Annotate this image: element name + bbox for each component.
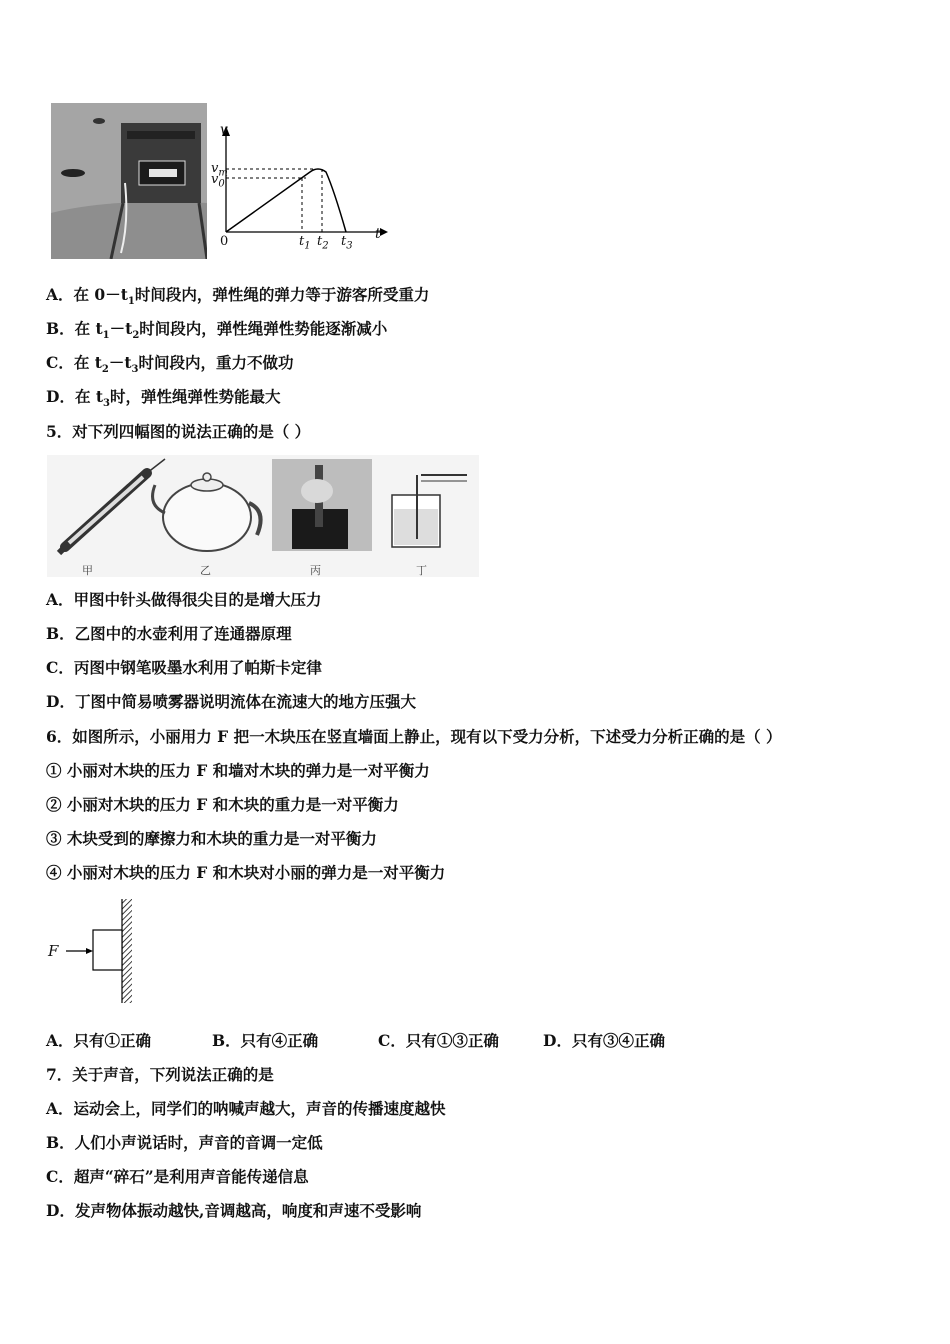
- caption-jia: 甲: [82, 564, 93, 577]
- origin-label: 0: [220, 234, 229, 249]
- caption-ding: 丁: [416, 564, 427, 577]
- q7-option-b: B．人们小声说话时，声音的音调一定低: [46, 1133, 323, 1152]
- q6-statement-3: ③ 木块受到的摩擦力和木块的重力是一对平衡力: [46, 829, 377, 848]
- q5-figure-strip: [47, 455, 479, 577]
- q6-statement-1: ① 小丽对木块的压力 F 和墙对木块的弹力是一对平衡力: [46, 761, 430, 780]
- force-label: F: [48, 942, 59, 960]
- q5-option-a: A．甲图中针头做得很尖目的是增大压力: [46, 590, 322, 609]
- v0-label: $v_0$: [211, 172, 225, 190]
- t3-label: $t_3$: [341, 234, 353, 252]
- q5-option-c: C．丙图中钢笔吸墨水利用了帕斯卡定律: [46, 658, 322, 677]
- q4-option-c: C．在 $t_2-t_3$时间段内，重力不做功: [46, 353, 294, 376]
- v-axis-label: v: [220, 122, 228, 138]
- q6-option-d: D．只有③④正确: [543, 1031, 665, 1050]
- q5-option-d: D．丁图中简易喷雾器说明流体在流速大的地方压强大: [46, 692, 416, 711]
- q4-option-b: B．在 $t_1-t_2$时间段内，弹性绳弹性势能逐渐减小: [46, 319, 388, 342]
- vm-label: $v_m$: [211, 161, 228, 179]
- q6-option-c: C．只有①③正确: [378, 1031, 499, 1050]
- q7-stem: 7．关于声音，下列说法正确的是: [46, 1065, 274, 1084]
- q7-option-a: A．运动会上，同学们的呐喊声越大，声音的传播速度越快: [46, 1099, 446, 1118]
- wall-block-diagram: [60, 897, 140, 1005]
- q7-option-c: C．超声“碎石”是利用声音能传递信息: [46, 1167, 309, 1186]
- q5-stem: 5．对下列四幅图的说法正确的是（ ）: [46, 422, 311, 441]
- q6-statement-2: ② 小丽对木块的压力 F 和木块的重力是一对平衡力: [46, 795, 399, 814]
- q6-option-a: A．只有①正确: [46, 1031, 152, 1050]
- q4-option-d: D．在 $t_3$时，弹性绳弹性势能最大: [46, 387, 281, 410]
- t1-label: $t_1$: [299, 234, 311, 252]
- q5-option-b: B．乙图中的水壶利用了连通器原理: [46, 624, 292, 643]
- caption-bing: 丙: [310, 564, 321, 577]
- caption-yi: 乙: [200, 564, 211, 577]
- q6-statement-4: ④ 小丽对木块的压力 F 和木块对小丽的弹力是一对平衡力: [46, 863, 446, 882]
- q4-option-a: A．在 $0-t_1$时间段内，弹性绳的弹力等于游客所受重力: [46, 285, 430, 308]
- q7-option-d: D．发声物体振动越快,音调越高，响度和声速不受影响: [46, 1201, 422, 1220]
- q6-option-b: B．只有④正确: [212, 1031, 319, 1050]
- t2-label: $t_2$: [317, 234, 329, 252]
- t-axis-label: t: [375, 226, 381, 242]
- pen-ink-image: [272, 459, 372, 551]
- q6-stem: 6．如图所示，小丽用力 F 把一木块压在竖直墙面上静止，现有以下受力分析，下述受力分析正确的是（ ）: [46, 727, 782, 746]
- bungee-photo: [51, 103, 207, 259]
